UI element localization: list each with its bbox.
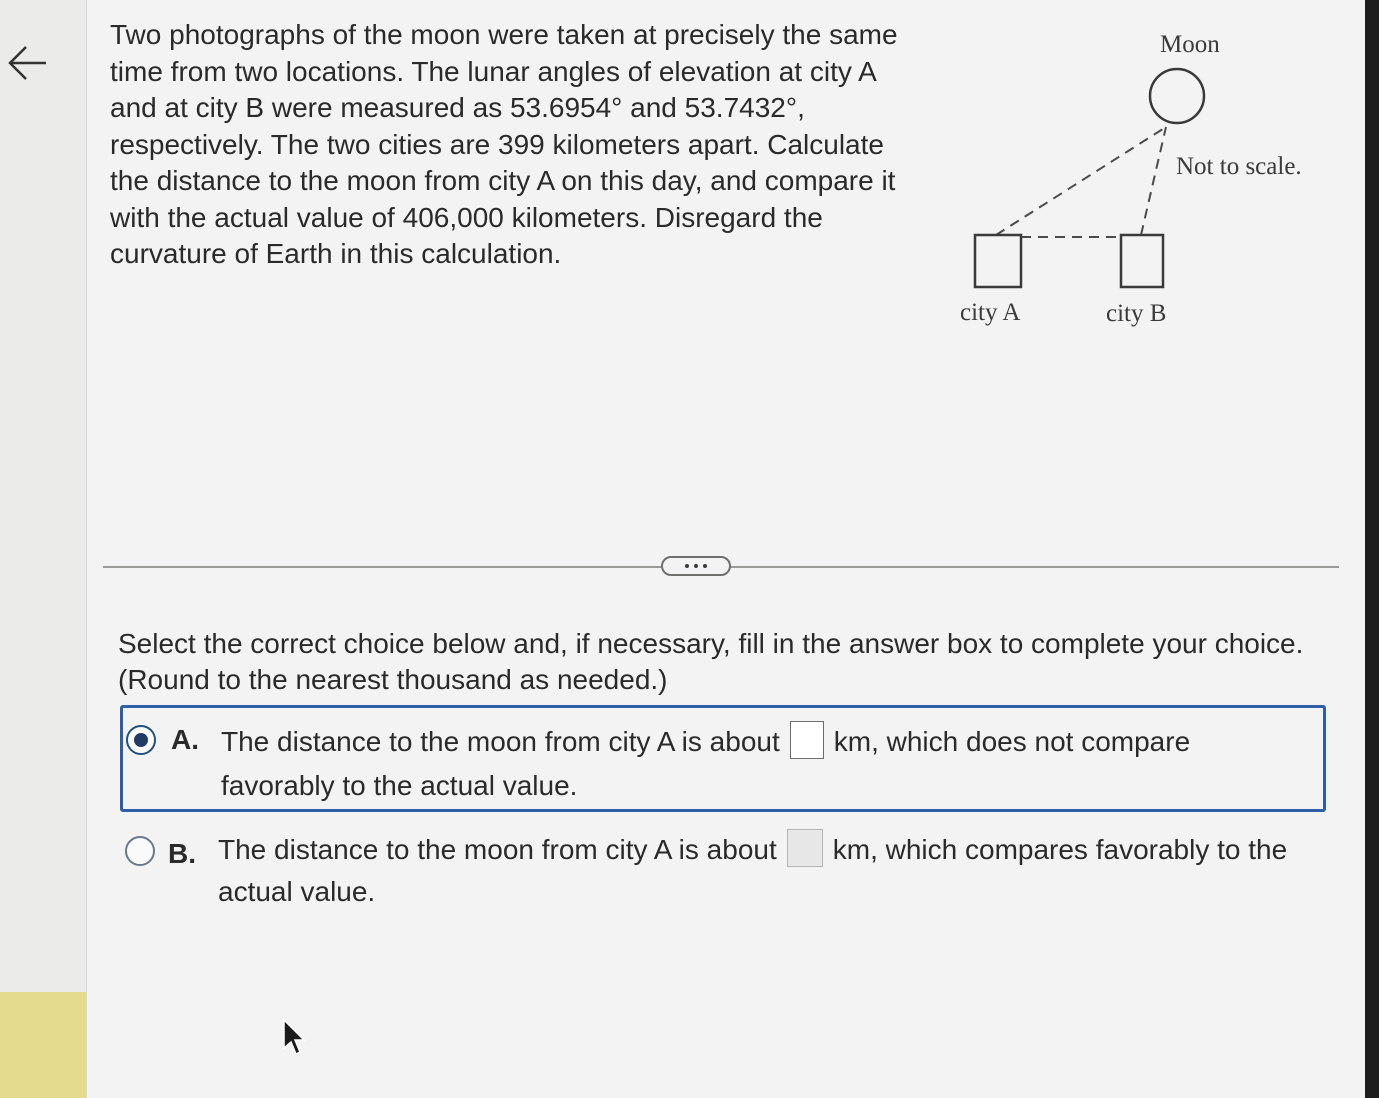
window-edge <box>1365 0 1379 1098</box>
choice-letter: A. <box>171 724 199 755</box>
left-rail <box>0 0 87 1098</box>
choice-text: km, which does not compare <box>833 726 1191 757</box>
more-horizontal-icon <box>703 564 707 568</box>
radio-selected-dot <box>134 733 148 747</box>
radio-choice-b[interactable] <box>125 836 155 866</box>
answer-input-a[interactable] <box>790 721 824 759</box>
problem-text <box>110 17 930 273</box>
moon-circle <box>1150 69 1204 123</box>
choice-text-line: actual value. <box>218 876 376 907</box>
arrow-left-icon <box>4 40 50 86</box>
instruction-line: Select the correct choice below and, if necessary, fill in the answer box to complete your choice. <box>118 628 1304 659</box>
city-b-label: city B <box>1106 300 1167 327</box>
problem-line: respectively. The two cities are 399 kilometers apart. Calculate <box>110 128 884 160</box>
more-button[interactable] <box>661 556 731 576</box>
choice-b[interactable] <box>120 822 1326 922</box>
answer-input-b[interactable] <box>787 829 823 867</box>
back-button[interactable] <box>4 40 50 86</box>
sightline-a <box>996 127 1166 235</box>
not-to-scale-note: Not to scale. <box>1176 153 1302 180</box>
instruction-line: (Round to the nearest thousand as needed.) <box>118 664 668 695</box>
choice-text-line <box>221 726 1190 759</box>
choice-text-line: favorably to the actual value. <box>221 770 578 801</box>
problem-line: the distance to the moon from city A on this day, and compare it <box>110 165 896 196</box>
choice-text: The distance to the moon from city A is about <box>221 726 780 757</box>
city-a-box <box>975 235 1021 287</box>
problem-line: time from two locations. The lunar angles of elevation at city A <box>110 55 877 87</box>
more-horizontal-icon <box>694 564 698 568</box>
more-horizontal-icon <box>685 564 689 568</box>
moon-diagram <box>940 20 1340 340</box>
choice-text: The distance to the moon from city A is about <box>218 834 777 865</box>
left-rail-highlight <box>0 992 86 1098</box>
city-b-box <box>1121 235 1163 287</box>
problem-line: curvature of Earth in this calculation. <box>110 238 562 269</box>
city-a-label: city A <box>960 299 1021 326</box>
choice-a[interactable] <box>120 705 1326 812</box>
problem-line: and at city B were measured as 53.6954° and 53.7432°, <box>110 92 805 123</box>
problem-line: with the actual value of 406,000 kilometers. Disregard the <box>110 201 823 233</box>
choice-text: km, which compares favorably to the <box>832 834 1288 865</box>
problem-line: Two photographs of the moon were taken at precisely the same <box>110 19 898 50</box>
mouse-pointer-icon <box>281 1018 307 1058</box>
sightline-b <box>1141 127 1166 235</box>
instruction-text <box>118 626 1348 698</box>
choice-text-line <box>218 834 1287 867</box>
moon-label: Moon <box>1160 31 1220 58</box>
radio-choice-a[interactable] <box>126 725 156 755</box>
choice-letter: B. <box>168 838 196 869</box>
